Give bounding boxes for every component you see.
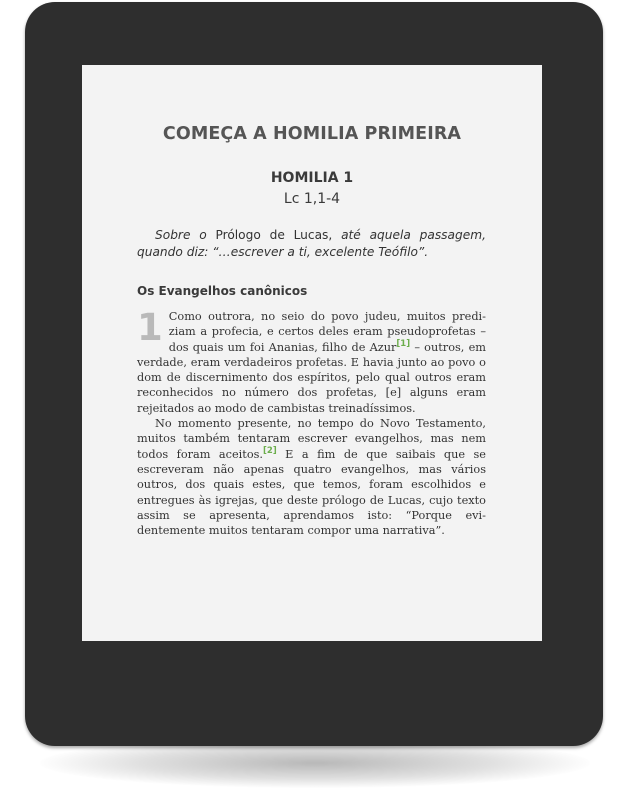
paragraph-2-text-a: No momento presente, no tempo do Novo Testamento, muitos também tentaram escrever evangelhos, mas nem todos foram aceitos.: [137, 417, 486, 461]
body-text: [137, 306, 487, 538]
paragraph-2-text-b: E a fim de que saibais que se escreveram não apenas quatro evangelhos, mas vários outros, dos quais estes, que temos, foram escolhidos e entregues às igrejas, que deste prólogo de Lucas, cujo texto assim se apresenta, aprendamos isto: “Porque evidentemente muitos tentaram compor uma narrativa”.: [137, 447, 486, 538]
summary-italic-2: até aquela passagem, quando diz: “…escrever a ti, excelente Teófilo”.: [137, 228, 486, 259]
homily-summary: [137, 227, 486, 261]
footnote-link-2[interactable]: [2]: [263, 445, 277, 456]
paragraph-1: [137, 306, 487, 416]
footnote-link-1[interactable]: [1]: [396, 338, 411, 349]
paragraph-1-text-b: – outros, em verdade, eram verdadeiros profetas. E havia junto ao povo o dom de discernimento dos espíritos, pelo qual outros eram reconhecidos no número dos profetas, [e] alguns eram rejeitados ao modo de cambistas treinadíssimos.: [137, 340, 487, 415]
homily-reference: Lc 1,1-4: [283, 191, 341, 207]
summary-roman: Prólogo de Lucas,: [206, 228, 342, 242]
dropcap-number: 1: [137, 306, 163, 349]
summary-italic-1: Sobre o: [155, 228, 207, 242]
paragraph-2: [137, 416, 486, 538]
reading-screen[interactable]: [82, 65, 542, 641]
section-heading: Os Evangelhos canônicos: [137, 284, 308, 298]
chapter-title: COMEÇA A HOMILIA PRIMEIRA: [162, 124, 462, 144]
homily-title: HOMILIA 1: [270, 170, 354, 186]
paragraph-1-text-a: Como outrora, no seio do povo judeu, muitos prediziam a profecia, e certos deles eram pseudoprofetas – dos quais um foi Ananias, filho de Azur: [168, 310, 486, 354]
